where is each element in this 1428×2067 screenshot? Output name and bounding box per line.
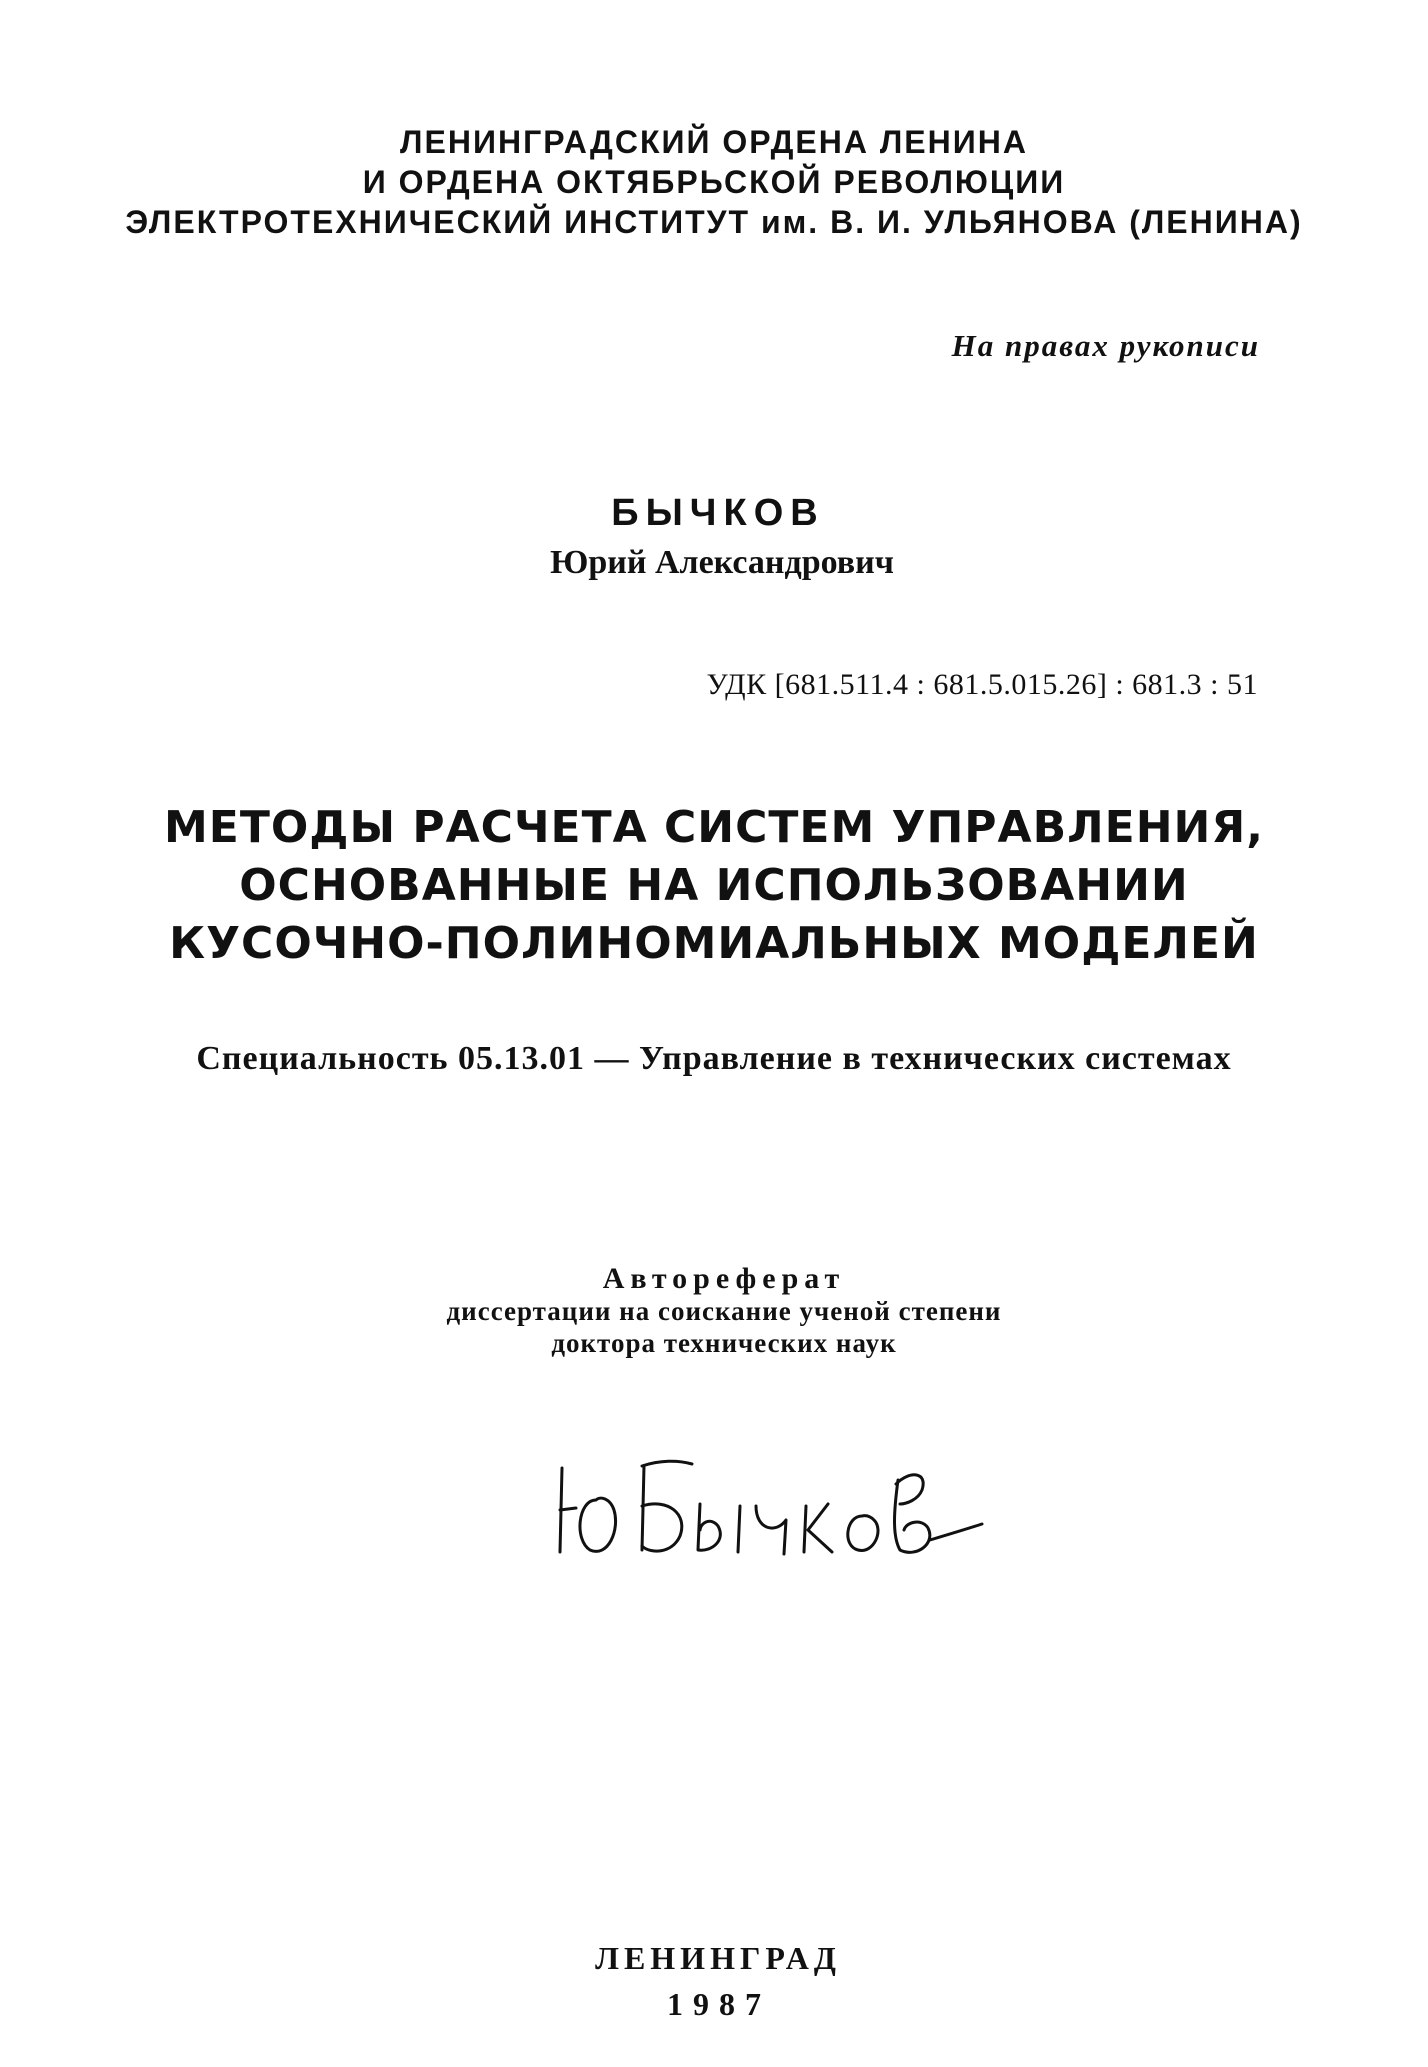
institution-line-2: И ОРДЕНА ОКТЯБРЬСКОЙ РЕВОЛЮЦИИ (362, 164, 1066, 200)
manuscript-note: На правах рукописи (951, 328, 1260, 363)
handwritten-signature (550, 1440, 990, 1590)
title-line-1: МЕТОДЫ РАСЧЕТА СИСТЕМ УПРАВЛЕНИЯ, (164, 802, 1264, 853)
abstract-line-2: доктора технических наук (551, 1328, 897, 1358)
title-line-3: КУСОЧНО-ПОЛИНОМИАЛЬНЫХ МОДЕЛЕЙ (169, 918, 1259, 969)
author-name: Юрий Александрович (550, 544, 894, 581)
specialty: Специальность 05.13.01 — Управление в технических системах (196, 1040, 1232, 1077)
publication-city: ЛЕНИНГРАД (595, 1940, 841, 1976)
institution-line-1: ЛЕНИНГРАДСКИЙ ОРДЕНА ЛЕНИНА (400, 124, 1028, 160)
abstract-line-1: диссертации на соискание ученой степени (446, 1296, 1002, 1326)
udk-code: УДК [681.511.4 : 681.5.015.26] : 681.3 : 51 (706, 668, 1258, 701)
publication-year: 1987 (667, 1986, 771, 2022)
title-line-2: ОСНОВАННЫЕ НА ИСПОЛЬЗОВАНИИ (239, 860, 1189, 911)
abstract-heading: Автореферат (602, 1262, 846, 1295)
author-surname: БЫЧКОВ (611, 492, 825, 534)
institution-line-3: ЭЛЕКТРОТЕХНИЧЕСКИЙ ИНСТИТУТ им. В. И. УЛЬЯНОВА (ЛЕНИНА) (125, 204, 1303, 240)
